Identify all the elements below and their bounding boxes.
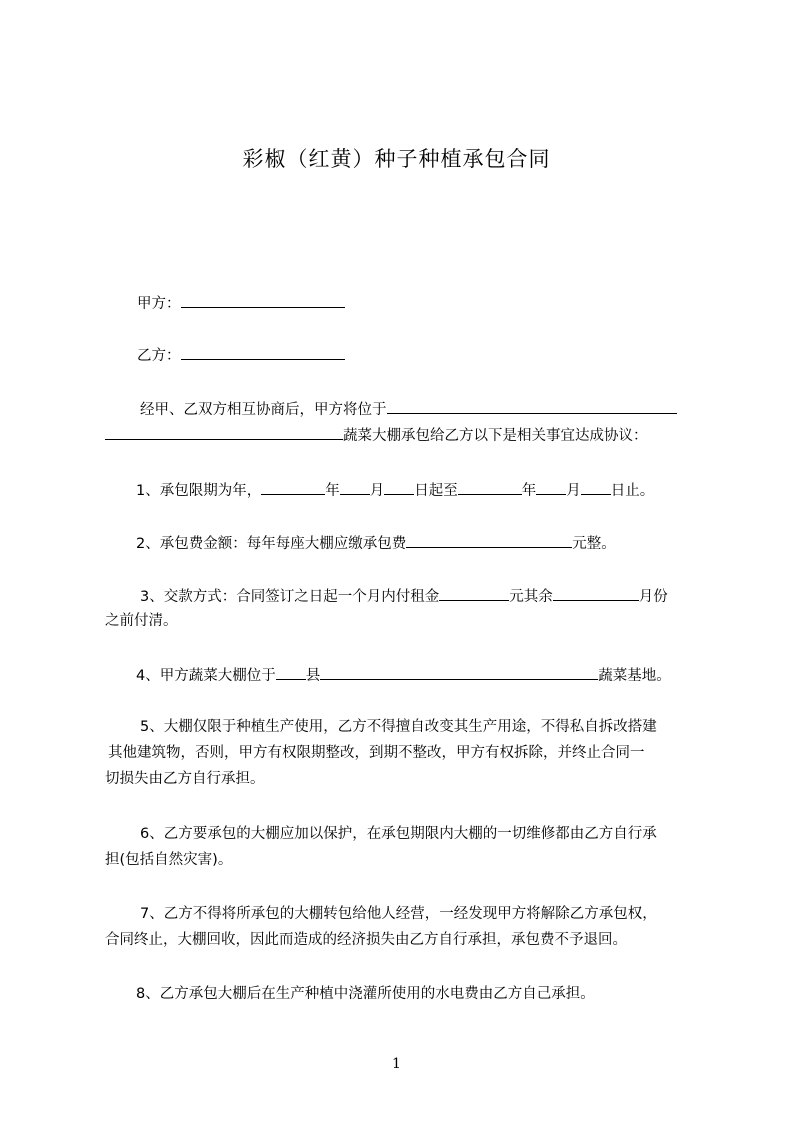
clause-8: 8、乙方承包大棚后在生产种植中浇灌所使用的水电费由乙方自己承担。	[136, 986, 595, 1002]
start-month-blank	[340, 479, 370, 495]
rent-blank	[439, 585, 509, 601]
intro-line-1	[140, 398, 677, 420]
page-number: 1	[392, 1056, 401, 1072]
clause-7-line-2: 合同终止，大棚回收，因此而造成的经济损失由乙方自行承担，承包费不予退回。	[105, 932, 627, 948]
clause-4-end: 蔬菜基地。	[598, 668, 671, 684]
clause-4	[136, 664, 671, 686]
clause-5-line-3: 切损失由乙方自行承担。	[105, 771, 265, 787]
party-b-line	[137, 344, 345, 366]
clause-2	[136, 532, 616, 554]
clause-1-text: 1、承包限期为年，	[136, 483, 262, 499]
clause-3-line-2: 之前付清。	[105, 613, 178, 629]
party-a-label: 甲方：	[137, 296, 181, 312]
clause-6-line-2: 担(包括自然灾害)。	[105, 852, 233, 868]
day-end-label: 日止。	[610, 483, 655, 499]
county-blank	[276, 664, 306, 680]
year-label-2: 年	[521, 483, 537, 499]
party-a-line	[137, 292, 345, 314]
intro-text-2: 蔬菜大棚承包给乙方以下是相关事宜达成协议：	[343, 428, 648, 444]
intro-line-2	[105, 424, 648, 446]
clause-3-text: 3、交款方式：合同签订之日起一个月内付租金	[140, 589, 440, 605]
county-label: 县	[305, 668, 321, 684]
day-start-label: 日起至	[414, 483, 458, 499]
clause-4-text: 4、甲方蔬菜大棚位于	[136, 668, 276, 684]
clause-7-line-1: 7、乙方不得将所承包的大棚转包给他人经营，一经发现甲方将解除乙方承包权，	[140, 906, 657, 922]
month-label: 月	[369, 483, 385, 499]
month-blank	[553, 585, 639, 601]
party-b-label: 乙方：	[137, 348, 181, 364]
clause-1	[136, 479, 654, 501]
clause-5-line-2: 其他建筑物，否则，甲方有权限期整改，到期不整改，甲方有权拆除，并终止合同一	[108, 745, 645, 761]
month-label-2: 月	[566, 483, 581, 499]
end-day-blank	[581, 479, 611, 495]
location-blank	[387, 398, 677, 414]
party-b-blank	[181, 344, 345, 360]
base-blank	[320, 664, 598, 680]
clause-3-line-1	[140, 585, 668, 607]
clause-2-text: 2、承包费金额：每年每座大棚应缴承包费	[136, 536, 407, 552]
start-day-blank	[384, 479, 414, 495]
location-blank-2	[105, 424, 343, 440]
end-month-blank	[536, 479, 566, 495]
fee-blank	[406, 532, 572, 548]
year-label: 年	[325, 483, 340, 499]
clause-3-mid: 元其余	[509, 589, 553, 605]
party-a-blank	[181, 292, 345, 308]
end-year-blank	[458, 479, 522, 495]
clause-2-unit: 元整。	[572, 536, 616, 552]
intro-text-1: 经甲、乙双方相互协商后，甲方将位于	[140, 402, 387, 418]
clause-6-line-1: 6、乙方要承包的大棚应加以保护，在承包期限内大棚的一切维修都由乙方自行承	[140, 826, 657, 842]
start-year-blank	[261, 479, 325, 495]
clause-3-end: 月份	[638, 589, 668, 605]
clause-5-line-1: 5、大棚仅限于种植生产使用，乙方不得擅自改变其生产用途，不得私自拆改搭建	[140, 719, 657, 735]
document-title: 彩椒（红黄）种子种植承包合同	[242, 147, 551, 171]
